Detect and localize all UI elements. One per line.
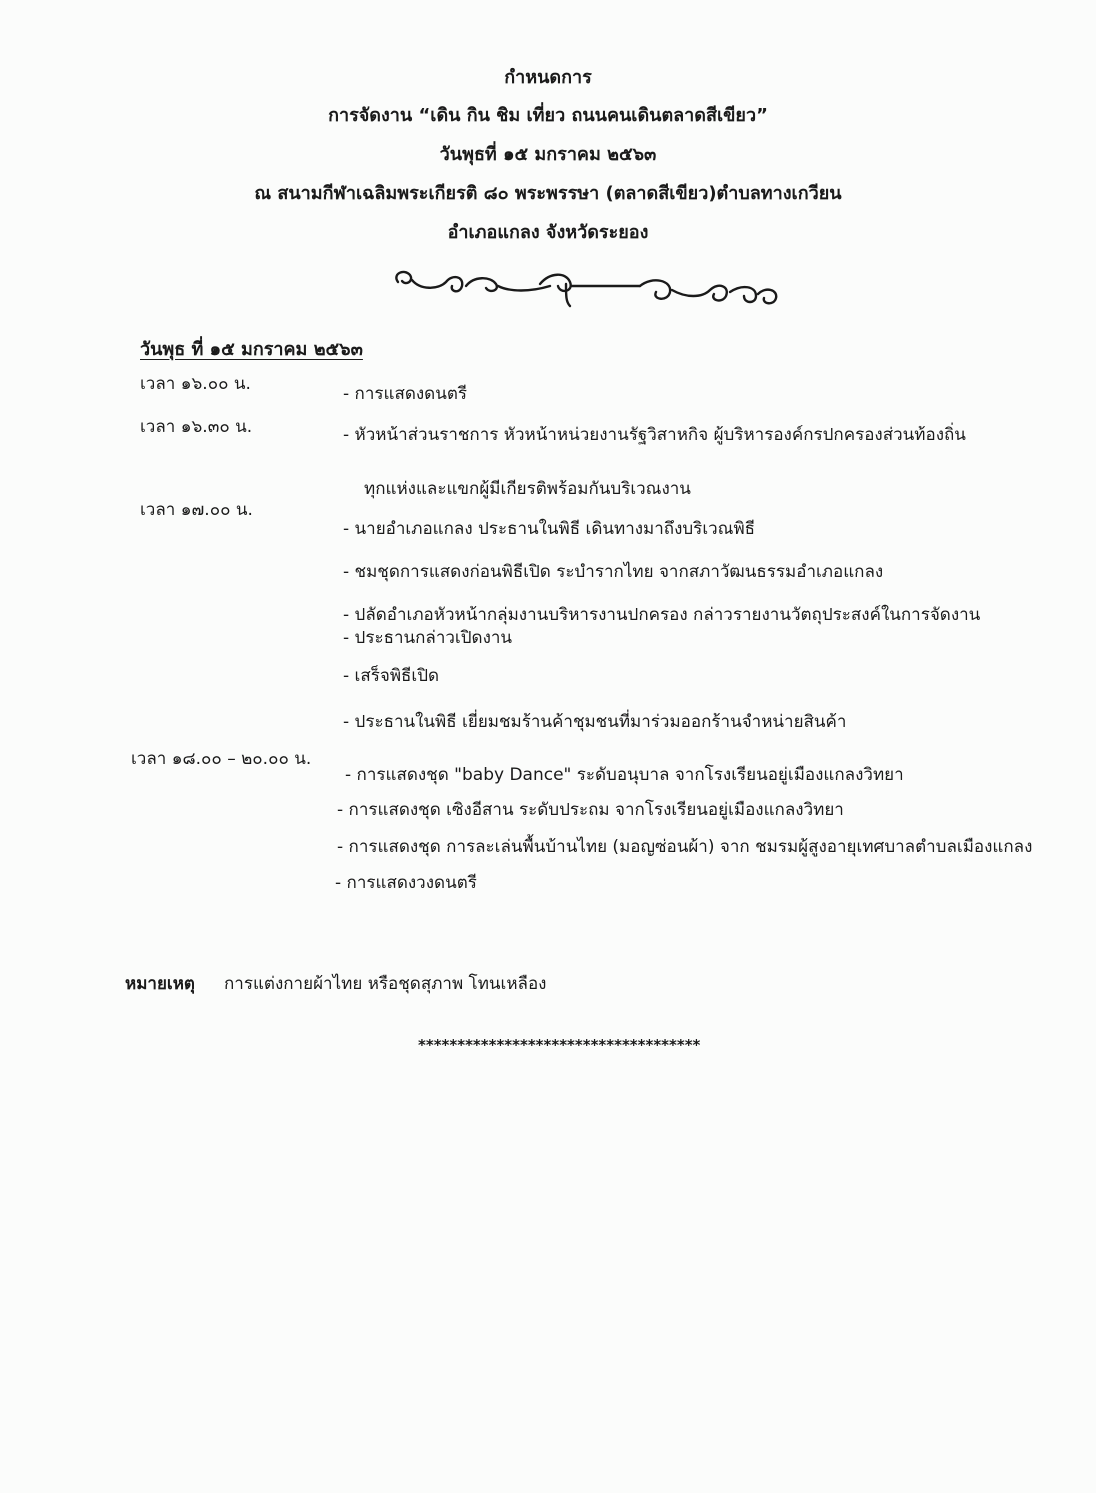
schedule-item: - ประธานกล่าวเปิดงาน [343,628,513,648]
header-location: อำเภอแกลง จังหวัดระยอง [447,222,649,243]
time-slot-4: เวลา ๑๘.๐๐ – ๒๐.๐๐ น. [131,749,312,769]
schedule-item: - การแสดงดนตรี [343,384,468,404]
time-slot-3: เวลา ๑๗.๐๐ น. [140,500,253,520]
note-text: การแต่งกายผ้าไทย หรือชุดสุภาพ โทนเหลือง [224,974,547,994]
schedule-date-heading: วันพุธ ที่ ๑๕ มกราคม ๒๕๖๓ [140,339,363,360]
schedule-item: - ปลัดอำเภอหัวหน้ากลุ่มงานบริหารงานปกครอง กล่าวรายงานวัตถุประสงค์ในการจัดงาน [343,605,981,625]
header-title: กำหนดการ [504,67,592,88]
schedule-item: - การแสดงชุด การละเล่นพื้นบ้านไทย (มอญซ่อนผ้า) จาก ชมรมผู้สูงอายุเทศบาลตำบลเมืองแกลง [337,837,1033,857]
note-label: หมายเหตุ [125,974,195,994]
schedule-item: - การแสดงชุด เซิงอีสาน ระดับประถม จากโรงเรียนอยู่เมืองแกลงวิทยา [337,800,844,820]
header-event-name: การจัดงาน “เดิน กิน ชิม เที่ยว ถนนคนเดินตลาดสีเขียว” [328,105,768,126]
schedule-item: - เสร็จพิธีเปิด [343,666,440,686]
time-slot-1: เวลา ๑๖.๐๐ น. [140,374,251,394]
schedule-item: - การแสดงวงดนตรี [335,873,477,893]
schedule-item: - การแสดงชุด "baby Dance" ระดับอนุบาล จากโรงเรียนอยู่เมืองแกลงวิทยา [345,765,904,785]
footer-divider-stars: ************************************ [418,1036,701,1054]
header-date: วันพุธที่ ๑๕ มกราคม ๒๕๖๓ [439,144,657,165]
schedule-item-continuation: ทุกแห่งและแขกผู้มีเกียรติพร้อมกันบริเวณงาน [364,479,691,499]
time-slot-2: เวลา ๑๖.๓๐ น. [140,417,253,437]
schedule-item: - นายอำเภอแกลง ประธานในพิธี เดินทางมาถึงบริเวณพิธี [343,519,756,539]
decorative-divider-ornament [390,262,782,312]
schedule-item: - ชมชุดการแสดงก่อนพิธีเปิด ระบำรากไทย จากสภาวัฒนธรรมอำเภอแกลง [343,562,884,582]
header-venue: ณ สนามกีฬาเฉลิมพระเกียรติ ๘๐ พระพรรษา (ตลาดสีเขียว)ตำบลทางเกวียน [254,183,842,204]
schedule-item: - ประธานในพิธี เยี่ยมชมร้านค้าชุมชนที่มาร่วมออกร้านจำหน่ายสินค้า [343,712,847,732]
schedule-item: - หัวหน้าส่วนราชการ หัวหน้าหน่วยงานรัฐวิสาหกิจ ผู้บริหารองค์กรปกครองส่วนท้องถิ่น [343,425,966,445]
